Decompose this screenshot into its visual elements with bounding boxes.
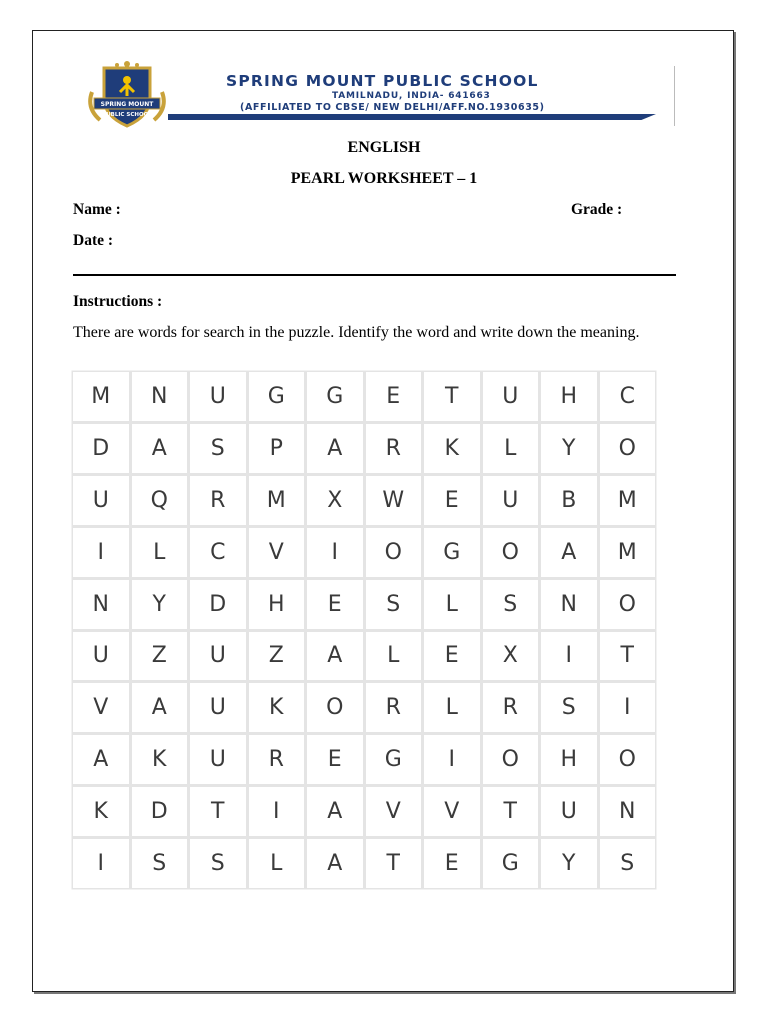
grid-cell: K: [424, 424, 480, 473]
grid-cell: L: [366, 632, 422, 681]
grid-cell: T: [190, 787, 246, 836]
grid-cell: U: [73, 476, 129, 525]
grid-cell: U: [541, 787, 597, 836]
grid-cell: O: [600, 424, 656, 473]
grid-cell: Y: [541, 839, 597, 888]
grid-cell: S: [541, 683, 597, 732]
grid-cell: G: [424, 528, 480, 577]
grid-cell: L: [424, 683, 480, 732]
grid-cell: T: [600, 632, 656, 681]
grid-cell: A: [307, 839, 363, 888]
grid-cell: N: [132, 372, 188, 421]
grid-cell: G: [249, 372, 305, 421]
grid-cell: R: [249, 735, 305, 784]
grid-cell: Z: [249, 632, 305, 681]
grid-cell: L: [424, 580, 480, 629]
grid-cell: N: [73, 580, 129, 629]
instructions-label: Instructions :: [73, 293, 163, 310]
grid-cell: E: [307, 580, 363, 629]
grid-cell: A: [307, 787, 363, 836]
grid-cell: T: [483, 787, 539, 836]
grid-cell: O: [307, 683, 363, 732]
school-affiliation: (AFFILIATED TO CBSE/ NEW DELHI/AFF.NO.1930635): [240, 102, 545, 113]
grid-cell: V: [366, 787, 422, 836]
header-bar: [168, 114, 656, 120]
name-label: Name :: [73, 201, 121, 218]
grid-cell: O: [600, 735, 656, 784]
grade-label: Grade :: [571, 201, 623, 218]
grid-cell: R: [483, 683, 539, 732]
grid-cell: A: [73, 735, 129, 784]
grid-cell: E: [424, 632, 480, 681]
grid-cell: V: [424, 787, 480, 836]
subject-title: ENGLISH: [347, 139, 421, 156]
grid-cell: D: [73, 424, 129, 473]
grid-cell: T: [424, 372, 480, 421]
grid-cell: E: [366, 372, 422, 421]
worksheet-title: PEARL WORKSHEET – 1: [290, 170, 478, 187]
school-logo-crest-icon: [84, 58, 170, 128]
logo-text-top: SPRING MOUNT: [100, 101, 154, 108]
grid-cell: U: [190, 735, 246, 784]
grid-cell: S: [600, 839, 656, 888]
grid-cell: N: [600, 787, 656, 836]
grid-cell: Y: [132, 580, 188, 629]
grid-cell: U: [190, 632, 246, 681]
grid-cell: G: [483, 839, 539, 888]
grid-cell: V: [249, 528, 305, 577]
grid-cell: I: [73, 839, 129, 888]
grid-cell: I: [249, 787, 305, 836]
grid-cell: O: [483, 528, 539, 577]
grid-cell: S: [190, 424, 246, 473]
grid-cell: K: [73, 787, 129, 836]
grid-cell: U: [483, 476, 539, 525]
grid-cell: V: [73, 683, 129, 732]
grid-cell: H: [541, 372, 597, 421]
grid-cell: A: [132, 424, 188, 473]
grid-cell: M: [249, 476, 305, 525]
grid-cell: Y: [541, 424, 597, 473]
grid-cell: O: [600, 580, 656, 629]
logo-text-bottom: PUBLIC SCHOOL: [102, 112, 152, 118]
grid-cell: P: [249, 424, 305, 473]
grid-cell: D: [190, 580, 246, 629]
grid-cell: D: [132, 787, 188, 836]
grid-cell: A: [541, 528, 597, 577]
grid-cell: K: [132, 735, 188, 784]
grid-cell: S: [366, 580, 422, 629]
grid-cell: Q: [132, 476, 188, 525]
date-label: Date :: [73, 232, 114, 249]
grid-cell: R: [366, 424, 422, 473]
grid-cell: L: [132, 528, 188, 577]
grid-cell: U: [190, 372, 246, 421]
grid-cell: E: [424, 476, 480, 525]
grid-cell: R: [366, 683, 422, 732]
instructions-text: There are words for search in the puzzle. Identify the word and write down the meaning.: [73, 324, 640, 341]
grid-cell: G: [307, 372, 363, 421]
grid-cell: M: [73, 372, 129, 421]
grid-cell: X: [307, 476, 363, 525]
grid-cell: I: [541, 632, 597, 681]
grid-cell: G: [366, 735, 422, 784]
grid-cell: W: [366, 476, 422, 525]
grid-cell: E: [307, 735, 363, 784]
grid-cell: K: [249, 683, 305, 732]
grid-cell: R: [190, 476, 246, 525]
school-location: TAMILNADU, INDIA- 641663: [332, 91, 491, 101]
grid-cell: U: [483, 372, 539, 421]
school-name: SPRING MOUNT PUBLIC SCHOOL: [226, 72, 539, 90]
grid-cell: C: [600, 372, 656, 421]
grid-cell: S: [483, 580, 539, 629]
grid-cell: T: [366, 839, 422, 888]
school-header: [84, 58, 678, 130]
grid-cell: E: [424, 839, 480, 888]
grid-cell: I: [424, 735, 480, 784]
grid-cell: U: [190, 683, 246, 732]
grid-cell: A: [307, 632, 363, 681]
grid-cell: A: [307, 424, 363, 473]
grid-cell: U: [73, 632, 129, 681]
grid-cell: X: [483, 632, 539, 681]
grid-cell: O: [483, 735, 539, 784]
grid-cell: B: [541, 476, 597, 525]
grid-cell: S: [132, 839, 188, 888]
grid-cell: L: [249, 839, 305, 888]
grid-cell: H: [541, 735, 597, 784]
divider-line: [73, 274, 676, 276]
header-rule: [674, 66, 675, 126]
grid-cell: I: [600, 683, 656, 732]
grid-cell: L: [483, 424, 539, 473]
grid-cell: O: [366, 528, 422, 577]
grid-cell: M: [600, 528, 656, 577]
grid-cell: H: [249, 580, 305, 629]
word-search-grid: [73, 372, 655, 888]
grid-cell: N: [541, 580, 597, 629]
grid-cell: M: [600, 476, 656, 525]
grid-cell: S: [190, 839, 246, 888]
grid-cell: C: [190, 528, 246, 577]
grid-cell: A: [132, 683, 188, 732]
grid-cell: Z: [132, 632, 188, 681]
grid-cell: I: [307, 528, 363, 577]
grid-cell: I: [73, 528, 129, 577]
